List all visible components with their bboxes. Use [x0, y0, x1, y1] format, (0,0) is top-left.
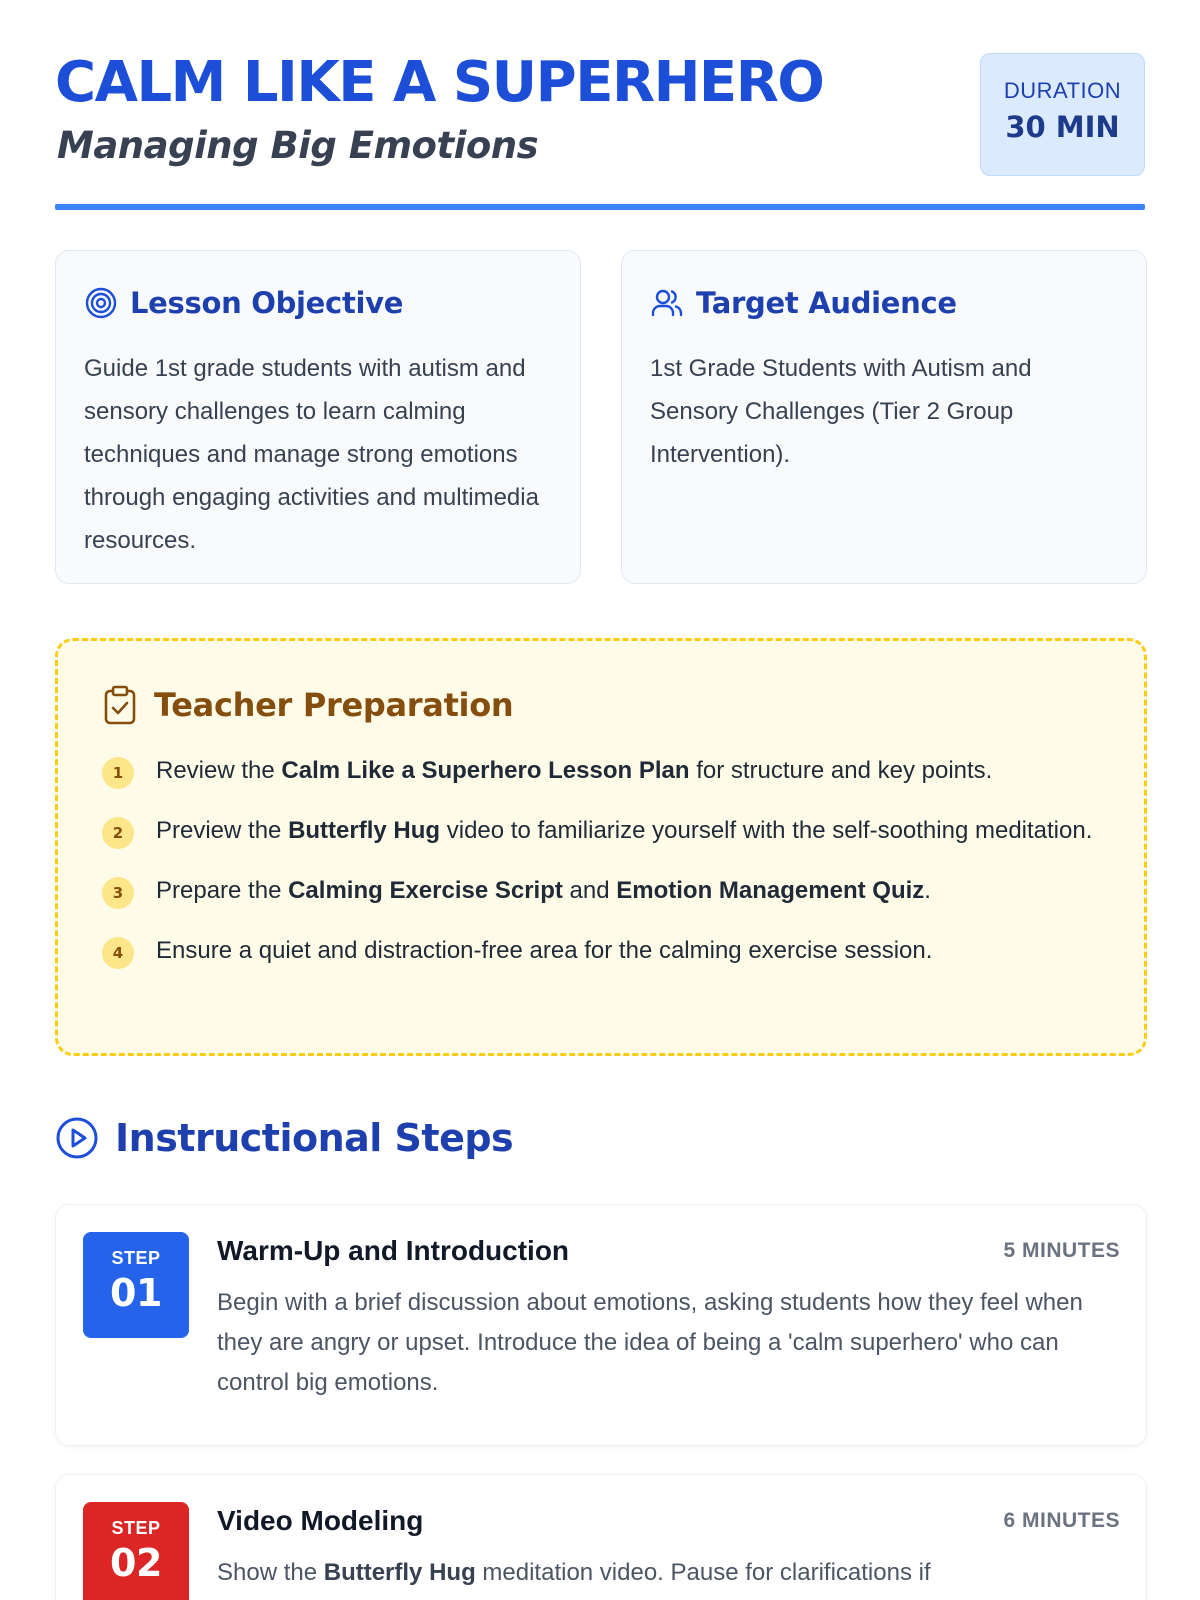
target-icon — [84, 286, 118, 320]
audience-text: 1st Grade Students with Autism and Sensory Challenges (Tier 2 Group Intervention). — [650, 355, 1032, 468]
list-item — [102, 811, 1100, 851]
page-subtitle: Managing Big Emotions — [57, 124, 539, 167]
header — [55, 0, 1145, 210]
step-card — [55, 1204, 1147, 1446]
step-duration: 5 MINUTES — [1003, 1239, 1120, 1262]
header-divider — [55, 204, 1145, 210]
teacher-preparation — [55, 638, 1147, 1056]
item-text: Prepare the Calming Exercise Script and Emotion Management Quiz. — [156, 877, 931, 904]
objective-text: Guide 1st grade students with autism and sensory challenges to learn calming techniques and manage strong emotions through engaging activities and multimedia resources. — [84, 355, 539, 554]
prep-title: Teacher Preparation — [154, 686, 514, 724]
step-title: Video Modeling — [217, 1505, 424, 1536]
step-duration: 6 MINUTES — [1003, 1509, 1120, 1532]
item-text: Review the Calm Like a Superhero Lesson Plan for structure and key points. — [156, 757, 993, 784]
item-text: Preview the Butterfly Hug video to familiarize yourself with the self-soothing meditation. — [156, 817, 1093, 844]
objective-card — [55, 250, 581, 584]
steps-title: Instructional Steps — [115, 1116, 514, 1160]
step-number: 01 — [110, 1271, 162, 1315]
step-badge — [83, 1502, 189, 1600]
list-item — [102, 871, 1100, 911]
step-title: Warm-Up and Introduction — [217, 1235, 570, 1266]
step-label: STEP — [111, 1518, 161, 1538]
play-circle-icon — [55, 1116, 99, 1160]
duration-label: DURATION — [1003, 78, 1122, 103]
audience-title: Target Audience — [696, 286, 957, 320]
step-description: Show the Butterfly Hug meditation video. Pause for clarifications if — [217, 1559, 931, 1586]
item-number: 3 — [102, 877, 134, 909]
list-item — [102, 931, 1100, 971]
clipboard-check-icon — [102, 685, 138, 725]
step-badge — [83, 1232, 189, 1338]
duration-value: 30 MIN — [1005, 110, 1120, 144]
prep-list — [102, 751, 1100, 971]
step-card — [55, 1474, 1147, 1600]
info-cards — [55, 250, 1147, 584]
item-number: 4 — [102, 937, 134, 969]
step-label: STEP — [111, 1248, 161, 1268]
item-number: 2 — [102, 817, 134, 849]
duration-badge — [980, 53, 1145, 176]
item-text: Ensure a quiet and distraction-free area for the calming exercise session. — [156, 937, 933, 964]
item-number: 1 — [102, 757, 134, 789]
step-description: Begin with a brief discussion about emotions, asking students how they feel when they are angry or upset. Introduce the idea of being a 'calm superhero' who can control big emotions. — [217, 1289, 1083, 1396]
objective-title: Lesson Objective — [130, 286, 404, 320]
audience-card — [621, 250, 1147, 584]
users-icon — [650, 286, 684, 320]
list-item — [102, 751, 1100, 791]
page-title: CALM LIKE A SUPERHERO — [55, 50, 824, 115]
step-number: 02 — [110, 1541, 162, 1585]
steps-heading — [55, 1112, 513, 1164]
